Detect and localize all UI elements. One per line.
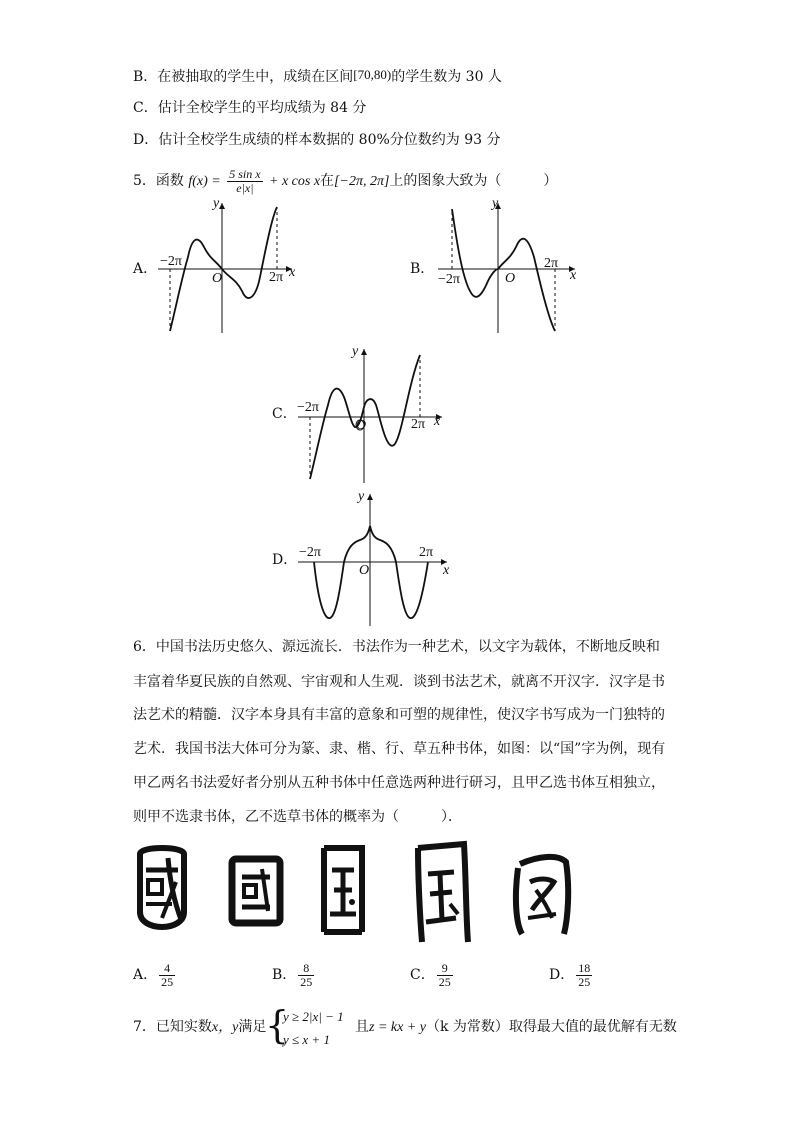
q6-option-a-fraction [159,962,175,989]
q7-mid: 满足 [238,1019,267,1035]
q5-graph-c-origin: O [356,418,367,433]
q7-suffix-group [355,1018,677,1037]
q5-option-c-label: C． [272,406,297,422]
q5-option-b-label: B． [410,261,435,277]
q6-line-1: 6．中国书法历史悠久、源远流长．书法作为一种艺术，以文字为载体，不断地反映和 [133,639,660,655]
q5-fraction-num: 5 sin x [229,166,261,181]
q6-option-c-fraction [437,962,453,989]
q7-prefix-group [133,1018,266,1037]
q5-graph-a-pos: 2π [269,270,284,285]
q5-graph-d-y: y [358,489,365,504]
q6-option-d-fraction [576,962,592,989]
q6-option-c [410,958,455,992]
calligraphy-running-image [410,838,472,950]
q7-system-brace: { [265,1003,290,1047]
q5-graph-d-pos: 2π [419,545,434,560]
q5-fraction-den: e|x| [236,180,254,195]
q5-interval: [−2π, 2π] [334,174,390,189]
q7-prefix: 7．已知实数 [133,1019,212,1035]
q6-option-b-fraction [298,962,314,989]
q6-line-2: 丰富着华夏民族的自然观、宇宙观和人生观．谈到书法艺术，就离不开汉字．汉字是书 [133,674,665,690]
q5-stem [133,166,557,197]
q5-graph-c-y: y [352,344,359,359]
calligraphy-regular-image [318,840,368,944]
q5-mid: 在 [320,173,335,189]
q5-fraction [227,168,262,195]
q5-graph-a-x: x [289,265,296,280]
q5-prefix: 5．函数 [133,173,184,189]
q6-line-3: 法艺术的精髓．汉字本身具有丰富的意象和可塑的规律性，使汉字书写成为一门独特的 [133,707,665,723]
q7-suffix: （k 为常数）取得最大值的最优解有无数 [425,1019,677,1035]
q6-option-d [549,958,594,992]
q4-option-b-prefix: B．在被抽取的学生中，成绩在区间 [133,69,354,85]
q6-option-a [133,958,177,992]
q6-option-c-den: 25 [438,974,451,989]
q5-graph-c-pos: 2π [411,417,426,432]
q6-option-c-num: 9 [437,962,453,976]
q6-line-4: 艺术．我国书法大体可分为篆、隶、楷、行、草五种书体，如图：以“国”字为例，现有 [133,741,666,757]
calligraphy-clerical-image [228,855,284,931]
calligraphy-cursive-image [508,848,574,942]
q5-graph-d-origin: O [359,563,370,578]
q7-vars: x，y [211,1020,239,1035]
q6-option-b-num: 8 [298,962,314,976]
q6-option-d-label: D． [549,967,575,983]
q4-option-c: C．估计全校学生的平均成绩为 84 分 [133,100,367,116]
q6-option-b-label: B． [272,967,297,983]
q5-suffix: 上的图象大致为（ ） [389,173,558,189]
q5-option-a-label: A． [133,261,158,277]
q4-option-d: D．估计全校学生成绩的样本数据的 80%分位数约为 93 分 [133,132,501,148]
q5-graph-b-y: y [492,196,499,211]
q6-line-6: 则甲不选隶书体，乙不选草书体的概率为（ ）． [133,809,462,825]
q5-function-name: f(x) = [188,174,221,189]
q5-graph-a-neg: −2π [160,254,182,269]
q6-option-c-label: C． [410,967,435,983]
q5-plus-term: + x cos x [269,174,321,189]
q5-graph-b-origin: O [505,271,516,286]
q6-option-d-den: 25 [578,974,591,989]
q5-graph-a-origin: O [212,271,223,286]
q7-inequality-1: y ≥ 2|x| − 1 [283,1009,344,1024]
q7-and: 且 [355,1019,369,1035]
q5-graph-c-neg: −2π [297,400,319,415]
q7-inequality-2: y ≤ x + 1 [283,1032,330,1047]
calligraphy-seal-image [132,842,192,941]
q5-graph-b-neg: −2π [438,272,460,287]
q6-option-d-num: 18 [578,960,591,975]
q4-option-b-interval: [70,80) [353,67,392,82]
q6-option-b-den: 25 [300,974,313,989]
q5-graph-d-neg: −2π [299,545,321,560]
q4-option-b [133,66,502,86]
q7-objective: z = kx + y [369,1020,426,1035]
q6-option-a-den: 25 [161,974,174,989]
q5-graph-b-pos: 2π [544,256,559,271]
q5-graph-a-y: y [213,196,220,211]
q6-option-a-num: 4 [159,962,175,976]
q5-option-d-label: D． [272,552,298,568]
q5-graph-d-x: x [443,563,450,578]
q6-option-a-label: A． [133,967,158,983]
q5-graph-c-x: x [434,414,441,429]
q6-line-5: 甲乙两名书法爱好者分别从五种书体中任意选两种进行研习，且甲乙选书体互相独立， [133,775,665,791]
q6-option-b [272,958,316,992]
q5-graph-b-x: x [570,268,577,283]
q4-option-b-suffix: 的学生数为 30 人 [391,69,502,85]
